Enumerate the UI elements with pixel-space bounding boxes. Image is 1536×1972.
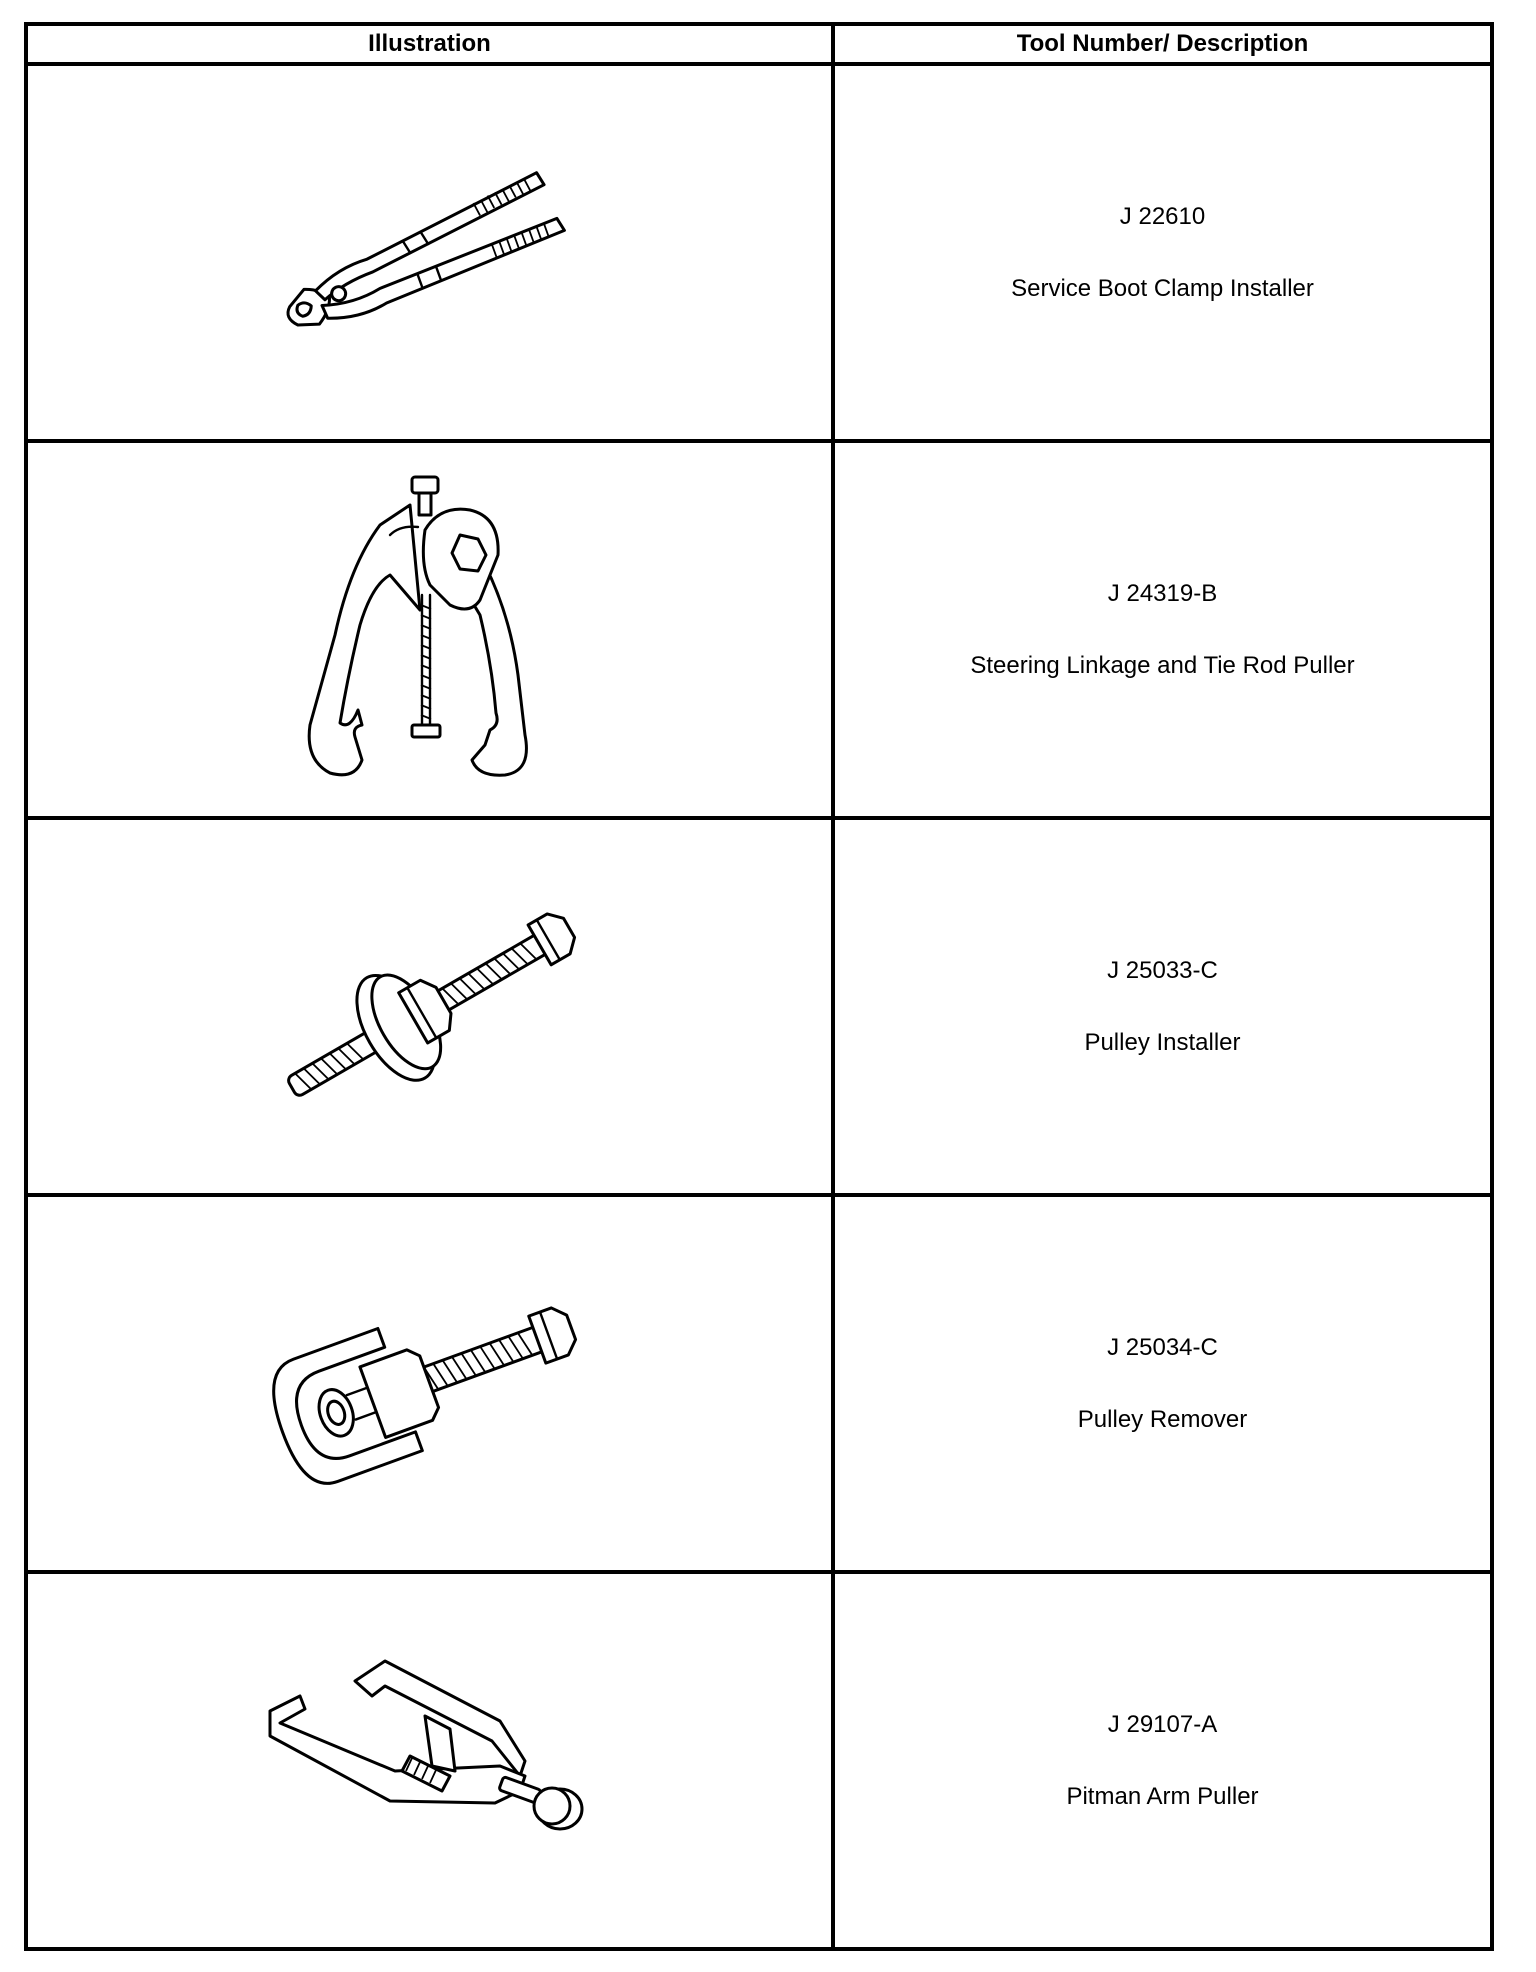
special-tools-table (24, 22, 1494, 1951)
table-row (26, 64, 1492, 441)
tool-number: J 25033-C (1107, 956, 1218, 984)
illustration-cell (26, 441, 833, 818)
tool-number: J 22610 (1119, 202, 1206, 230)
tie-rod-puller-icon (300, 475, 560, 785)
table-row (26, 441, 1492, 818)
tool-description: Pulley Remover (1077, 1405, 1248, 1433)
description-cell (833, 1195, 1492, 1572)
pulley-installer-icon (260, 897, 600, 1117)
description-header: Tool Number/ Description (833, 24, 1492, 64)
boot-clamp-pliers-icon (260, 153, 600, 353)
tool-description: Service Boot Clamp Installer (1011, 274, 1314, 302)
table-row (26, 1572, 1492, 1949)
illustration-cell (26, 64, 833, 441)
tool-number: J 25034-C (1107, 1333, 1218, 1361)
tool-description: Pulley Installer (1084, 1028, 1241, 1056)
description-cell (833, 64, 1492, 441)
description-cell (833, 1572, 1492, 1949)
tool-number: J 24319-B (1107, 579, 1218, 607)
table-row (26, 818, 1492, 1195)
illustration-header: Illustration (26, 24, 833, 64)
description-cell (833, 818, 1492, 1195)
pitman-arm-puller-icon (260, 1651, 600, 1871)
illustration-cell (26, 818, 833, 1195)
pulley-remover-icon (270, 1274, 590, 1494)
illustration-cell (26, 1195, 833, 1572)
tool-number: J 29107-A (1107, 1710, 1218, 1738)
header-row (26, 24, 1492, 64)
illustration-cell (26, 1572, 833, 1949)
tool-description: Steering Linkage and Tie Rod Puller (970, 651, 1355, 679)
description-cell (833, 441, 1492, 818)
tool-description: Pitman Arm Puller (1066, 1782, 1259, 1810)
table-row (26, 1195, 1492, 1572)
